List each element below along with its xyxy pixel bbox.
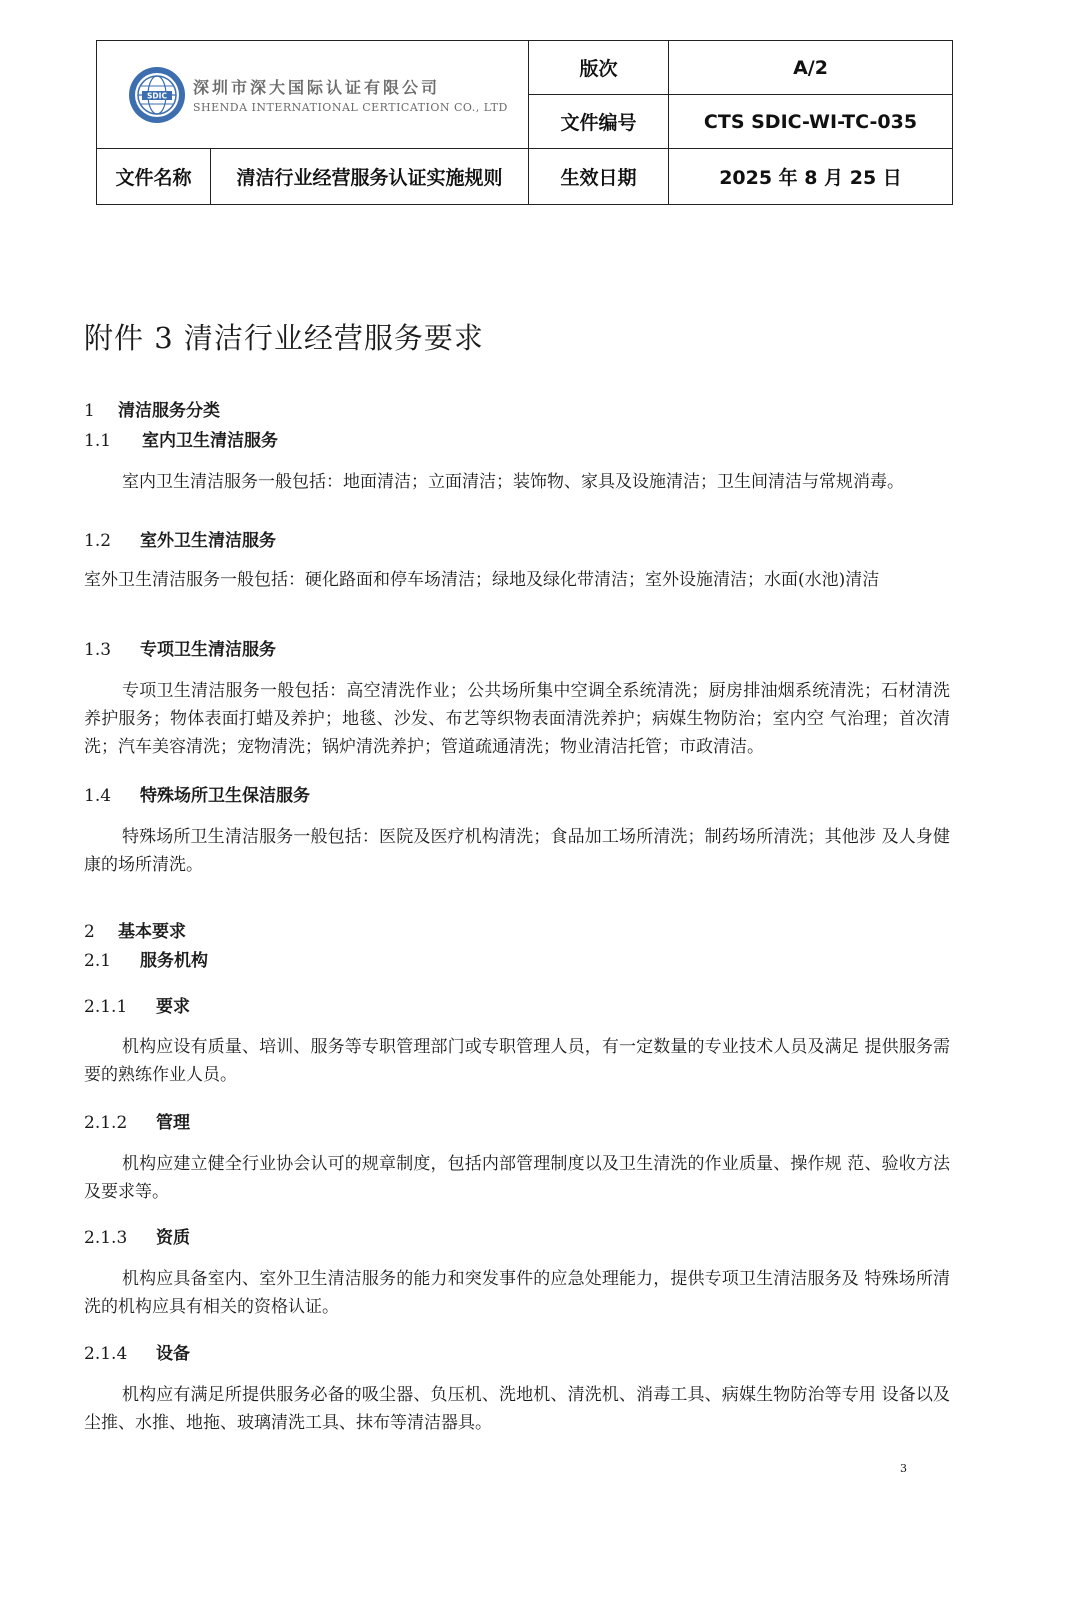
docno-label: 文件编号 [529, 95, 669, 149]
company-logo-icon [127, 65, 187, 125]
docname-value: 清洁行业经营服务认证实施规则 [211, 149, 529, 205]
document-header-table [96, 40, 953, 205]
section-heading: 1.1 室内卫生清洁服务 [84, 431, 278, 451]
paragraph: 机构应建立健全行业协会认可的规章制度，包括内部管理制度以及卫生清洗的作业质量、操作规 范、验收方法及要求等。 [84, 1154, 950, 1202]
paragraph: 特殊场所卫生清洁服务一般包括：医院及医疗机构清洗；食品加工场所清洗；制药场所清洗；其他涉 及人身健康的场所清洗。 [84, 827, 950, 875]
paragraph: 室外卫生清洁服务一般包括：硬化路面和停车场清洁；绿地及绿化带清洁；室外设施清洁；水面(水池)清洁 [84, 570, 880, 590]
section-heading: 1.2 室外卫生清洁服务 [84, 531, 276, 551]
section-heading: 2 基本要求 [84, 922, 186, 942]
paragraph: 室内卫生清洁服务一般包括：地面清洁；立面清洁；装饰物、家具及设施清洁；卫生间清洁与常规消毒。 [122, 472, 904, 492]
section-heading: 1.3 专项卫生清洁服务 [84, 640, 276, 660]
section-heading: 2.1 服务机构 [84, 951, 208, 971]
paragraph: 机构应设有质量、培训、服务等专职管理部门或专职管理人员，有一定数量的专业技术人员及满足 提供服务需要的熟练作业人员。 [84, 1037, 950, 1085]
paragraph: 机构应具备室内、室外卫生清洁服务的能力和突发事件的应急处理能力，提供专项卫生清洁服务及 特殊场所清洗的机构应具有相关的资格认证。 [84, 1269, 950, 1317]
page-number: 3 [900, 1462, 907, 1475]
section-heading: 2.1.3 资质 [84, 1228, 190, 1248]
paragraph: 机构应有满足所提供服务必备的吸尘器、负压机、洗地机、清洗机、消毒工具、病媒生物防治等专用 设备以及尘推、水推、地拖、玻璃清洗工具、抹布等清洁器具。 [84, 1385, 950, 1433]
svg-text:SDIC: SDIC [147, 90, 167, 100]
docname-label: 文件名称 [97, 149, 211, 205]
date-value: 2025 年 8 月 25 日 [669, 149, 953, 205]
section-heading: 2.1.1 要求 [84, 997, 190, 1017]
paragraph: 专项卫生清洁服务一般包括：高空清洗作业；公共场所集中空调全系统清洗；厨房排油烟系统清洗；石材清洗养护服务；物体表面打蜡及养护；地毯、沙发、布艺等织物表面清洗养护；病媒生物防治；室内空 气治理；首次清洗；汽车美容清洗；宠物清洗；锅炉清洗养护；管道疏通清洗；物业清洁托管；市政清洁。 [84, 681, 950, 757]
company-logo-cell [97, 41, 529, 149]
edition-value: A/2 [669, 41, 953, 95]
section-heading: 1.4 特殊场所卫生保洁服务 [84, 786, 310, 806]
company-name-cn: 深圳市深大国际认证有限公司 [193, 78, 441, 97]
edition-label: 版次 [529, 41, 669, 95]
company-name-en: SHENDA INTERNATIONAL CERTICATION CO., LTD [193, 101, 508, 114]
section-heading: 2.1.4 设备 [84, 1344, 190, 1364]
page-title: 附件 3 清洁行业经营服务要求 [84, 321, 484, 355]
section-heading: 2.1.2 管理 [84, 1113, 190, 1133]
docno-value: CTS SDIC-WI-TC-035 [669, 95, 953, 149]
section-heading: 1 清洁服务分类 [84, 401, 220, 421]
date-label: 生效日期 [529, 149, 669, 205]
